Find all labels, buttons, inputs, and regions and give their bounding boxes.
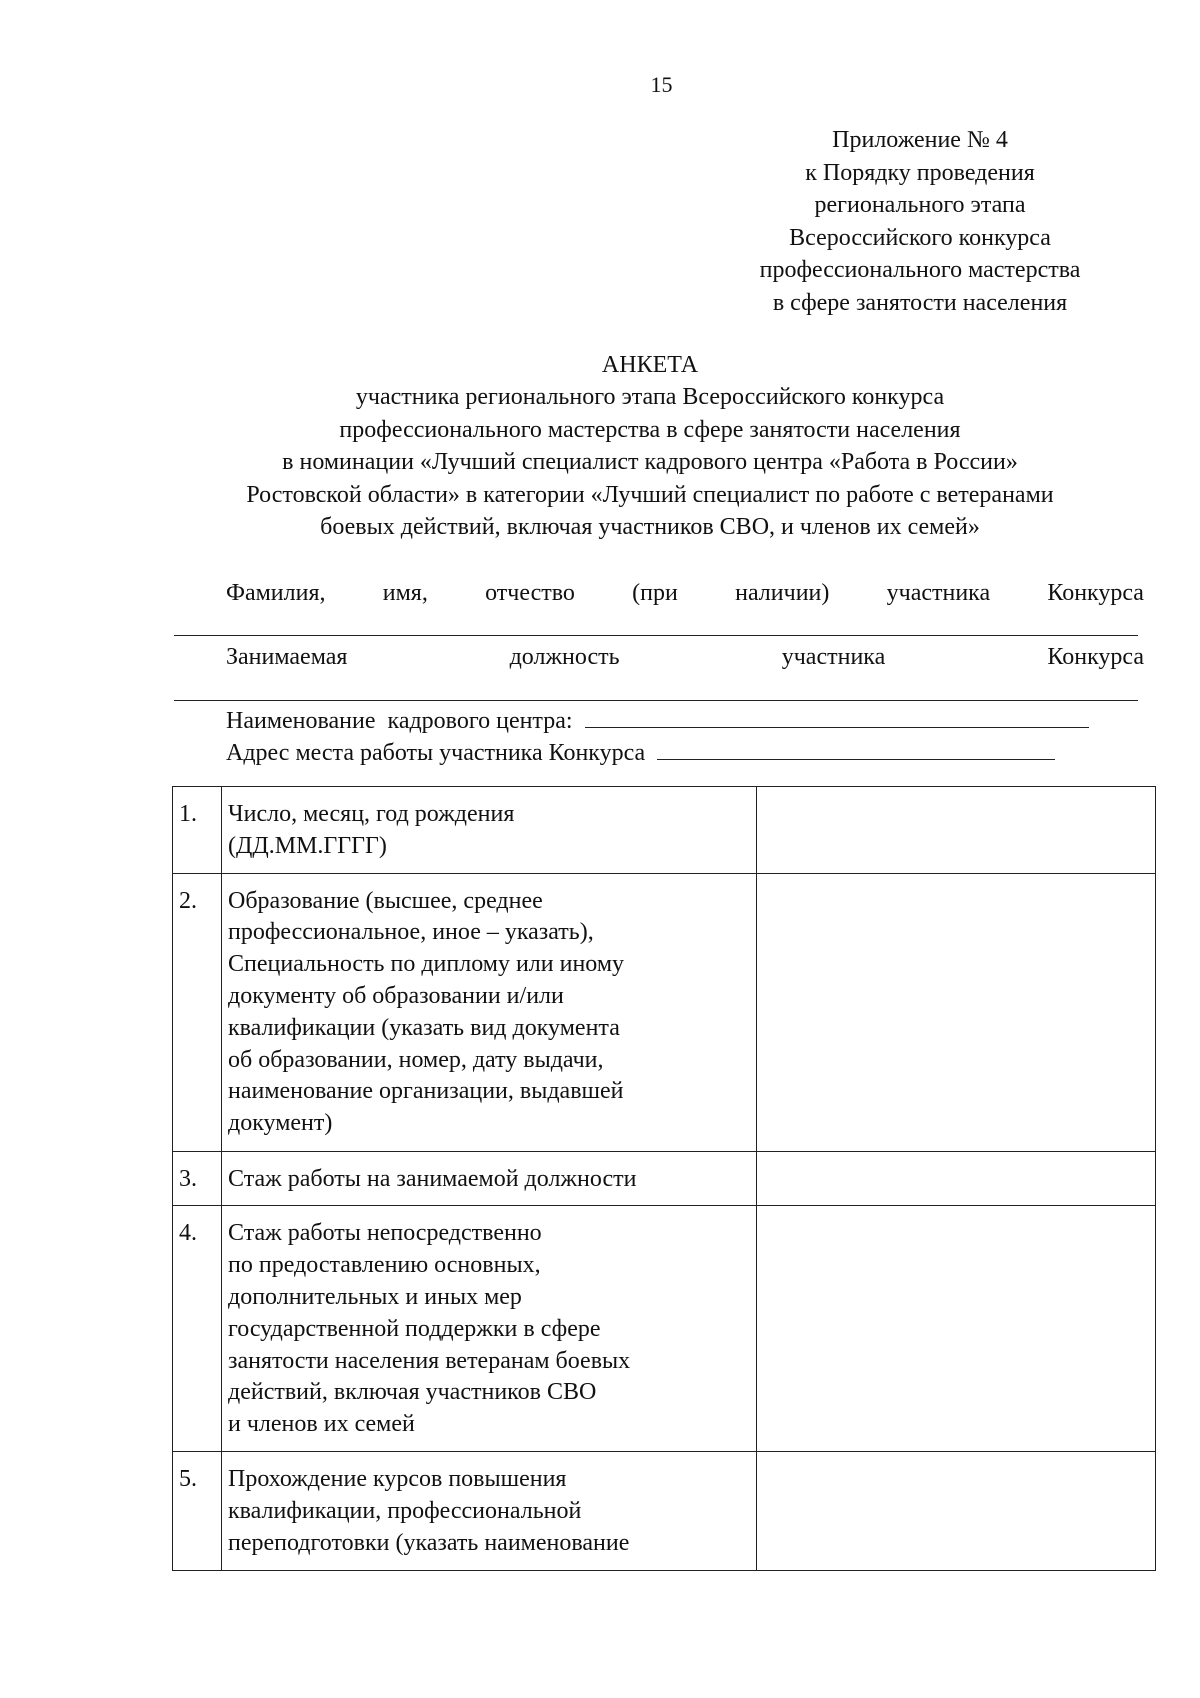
label-word: отчество: [485, 580, 575, 606]
row-question: [222, 1452, 757, 1570]
page-number: 15: [650, 72, 673, 97]
row-question: [222, 1151, 757, 1206]
question-line: документу об образовании и/или: [228, 982, 564, 1009]
table-row: [173, 873, 1156, 1151]
subtitle-line: участника регионального этапа Всероссийского конкурса: [355, 384, 945, 411]
question-line: профессиональное, иное – указать),: [228, 919, 594, 946]
center-name-line[interactable]: [585, 705, 1089, 728]
question-line: по предоставлению основных,: [228, 1252, 541, 1279]
subtitle-line: Ростовской области» в категории «Лучший специалист по работе с ветеранами: [246, 481, 1054, 508]
question-line: наименование организации, выдавшей: [228, 1078, 624, 1105]
label-word: должность: [509, 644, 620, 670]
row-answer-cell[interactable]: [757, 1452, 1156, 1570]
appendix-line: регионального этапа: [814, 192, 1026, 219]
row-number: 1.: [173, 787, 222, 874]
form-heading: [150, 349, 1150, 543]
full-name-label: [226, 578, 1144, 608]
label-word: (при: [632, 580, 678, 606]
question-line: Число, месяц, год рождения: [228, 801, 515, 827]
label-word: имя,: [382, 580, 428, 606]
appendix-line: к Порядку проведения: [805, 159, 1035, 186]
table-row: [173, 1206, 1156, 1452]
center-name-row: [226, 705, 1146, 736]
label-word: участника: [781, 644, 886, 670]
row-answer-cell[interactable]: [757, 1151, 1156, 1206]
question-line: квалификации (указать вид документа: [228, 1014, 620, 1041]
table-row: [173, 1151, 1156, 1206]
appendix-block: [700, 124, 1140, 320]
questionnaire-table: [172, 786, 1156, 1571]
center-name-label: Наименование кадрового центра:: [226, 708, 573, 734]
address-line[interactable]: [657, 737, 1055, 760]
question-line: Стаж работы непосредственно: [228, 1220, 542, 1247]
appendix-line: Всероссийского конкурса: [789, 224, 1051, 251]
question-line: переподготовки (указать наименование: [228, 1529, 630, 1556]
address-label: Адрес места работы участника Конкурса: [226, 740, 646, 766]
label-word: Конкурса: [1047, 644, 1144, 670]
question-line: квалификации, профессиональной: [228, 1498, 582, 1525]
question-line: занятости населения ветеранам боевых: [228, 1347, 631, 1374]
question-line: дополнительных и иных мер: [228, 1283, 522, 1310]
question-line: (ДД.ММ.ГГГГ): [228, 832, 387, 859]
row-question: [222, 787, 757, 874]
label-word: участника: [886, 580, 991, 606]
question-line: Специальность по диплому или иному: [228, 951, 625, 978]
question-line: и членов их семей: [228, 1411, 415, 1438]
appendix-line: Приложение № 4: [832, 127, 1008, 153]
question-line: Прохождение курсов повышения: [228, 1466, 567, 1493]
subtitle-line: боевых действий, включая участников СВО, и членов их семей»: [320, 514, 980, 541]
table-row: [173, 787, 1156, 874]
question-line: Образование (высшее, среднее: [228, 887, 543, 914]
address-row: [226, 737, 1146, 768]
label-word: наличии): [735, 580, 830, 606]
question-line: государственной поддержки в сфере: [228, 1315, 601, 1342]
full-name-line[interactable]: [174, 635, 1138, 636]
form-title: АНКЕТА: [601, 352, 699, 378]
label-word: Фамилия,: [226, 580, 326, 606]
question-line: действий, включая участников СВО: [228, 1379, 597, 1406]
appendix-line: профессионального мастерства: [759, 257, 1081, 284]
row-number: 3.: [173, 1151, 222, 1206]
row-number: 2.: [173, 873, 222, 1151]
row-number: 4.: [173, 1206, 222, 1452]
position-label: [226, 642, 1144, 672]
appendix-line: в сфере занятости населения: [772, 289, 1068, 316]
table-row: [173, 1452, 1156, 1570]
row-question: [222, 1206, 757, 1452]
subtitle-line: профессионального мастерства в сфере занятости населения: [339, 416, 961, 443]
row-answer-cell[interactable]: [757, 787, 1156, 874]
row-question: [222, 873, 757, 1151]
label-word: Конкурса: [1047, 580, 1144, 606]
row-answer-cell[interactable]: [757, 1206, 1156, 1452]
question-line: Стаж работы на занимаемой должности: [228, 1165, 637, 1192]
row-answer-cell[interactable]: [757, 873, 1156, 1151]
position-line[interactable]: [174, 700, 1138, 701]
question-line: об образовании, номер, дату выдачи,: [228, 1046, 604, 1073]
question-line: документ): [228, 1110, 333, 1137]
label-word: Занимаемая: [226, 644, 348, 670]
row-number: 5.: [173, 1452, 222, 1570]
subtitle-line: в номинации «Лучший специалист кадрового центра «Работа в России»: [282, 449, 1018, 476]
